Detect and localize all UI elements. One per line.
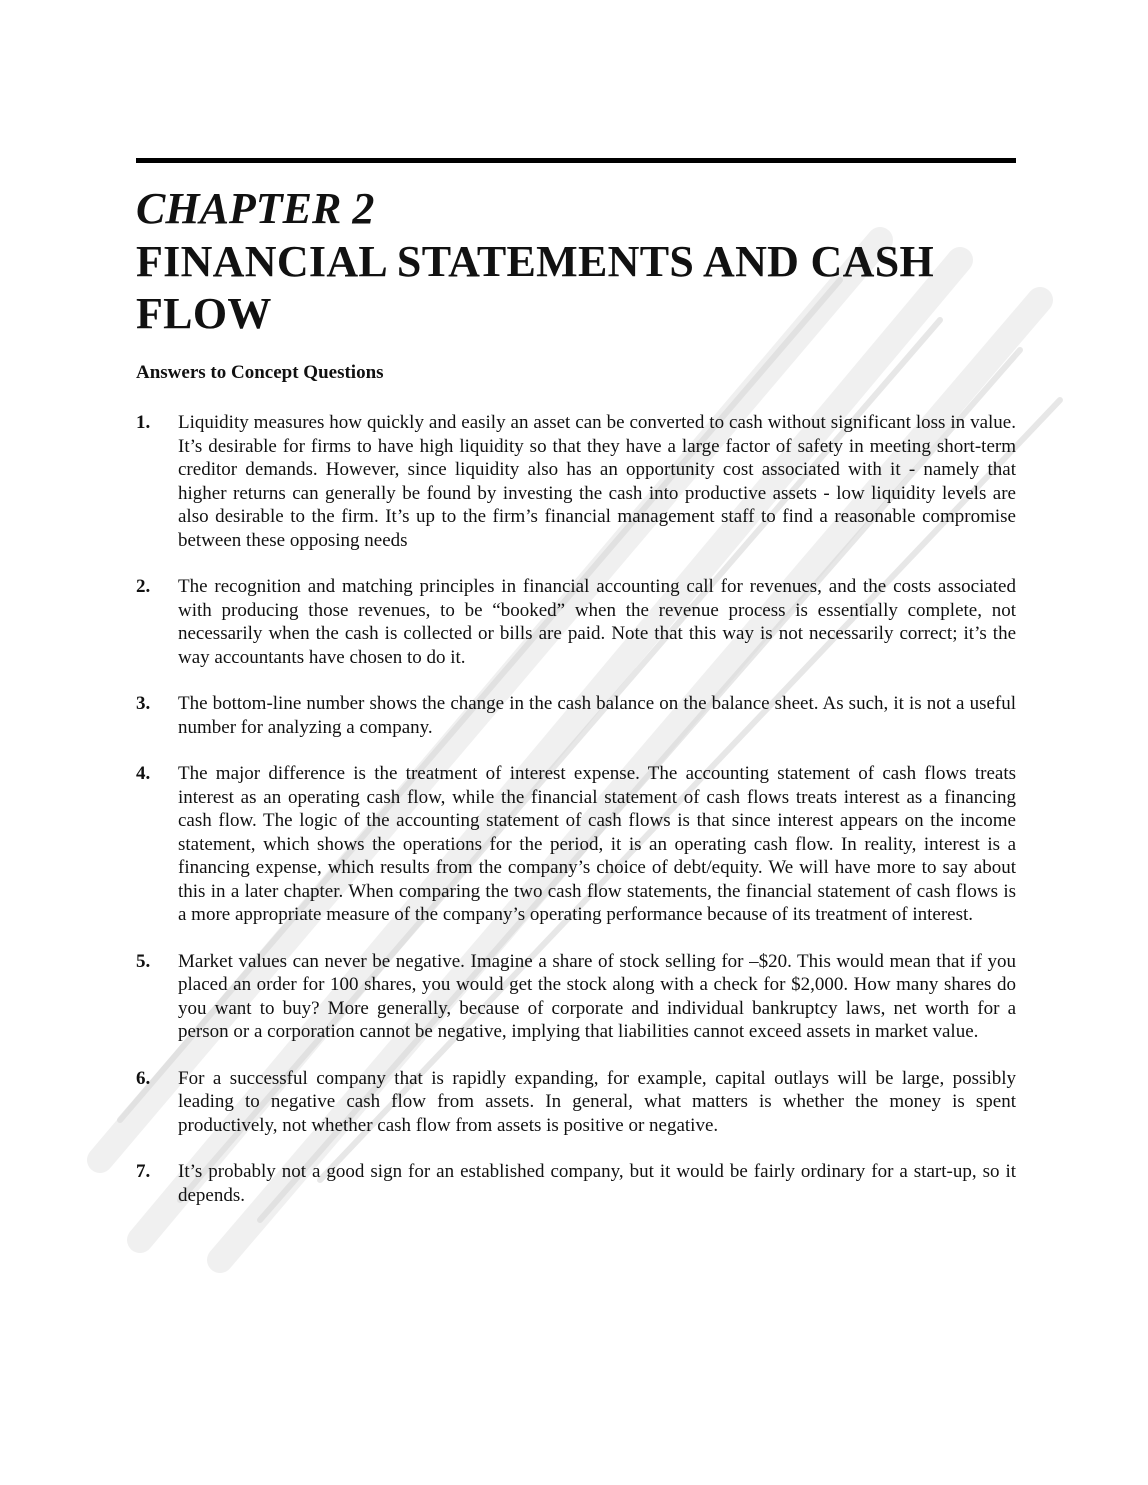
answer-item — [136, 762, 1016, 927]
answers-list — [136, 411, 1016, 1230]
chapter-rule — [136, 158, 1016, 163]
answer-number: 6. — [136, 1067, 151, 1089]
answer-text: Liquidity measures how quickly and easily an asset can be converted to cash without significant loss in value. It’s desirable for firms to have high liquidity so that they have a large factor of safety in meeting short-term creditor demands. However, since liquidity also has an opportunity cost associated with it - namely that higher returns can generally be found by investing the cash into productive assets - low liquidity levels are also desirable to the firm. It’s up to the firm’s financial management staff to find a reasonable compromise between these opposing needs — [178, 412, 1016, 551]
section-heading: Answers to Concept Questions — [136, 362, 384, 383]
answer-item — [136, 1067, 1016, 1138]
answer-item — [136, 950, 1016, 1044]
answer-number: 2. — [136, 576, 151, 597]
answer-number: 4. — [136, 763, 151, 784]
answer-item — [136, 692, 1016, 739]
chapter-number: CHAPTER 2 — [136, 184, 375, 233]
answer-number: 1. — [136, 412, 151, 433]
answer-text: For a successful company that is rapidly expanding, for example, capital outlays will be large, possibly leading to negative cash flow from assets. In general, what matters is whether the money is spent productively, not whether cash flow from assets is positive or negative. — [178, 1067, 1016, 1136]
answer-text: The major difference is the treatment of interest expense. The accounting statement of cash flows treats interest as an operating cash flow, while the financial statement of cash flows treats interest as a financing cash flow. The logic of the accounting statement of cash flows is that since interest appears on the income statement, which shows the operations for the period, it is an operating cash flow. In reality, interest is a financing expense, which results from the company’s choice of debt/equity. We will have more to say about this in a later chapter. When comparing the two cash flow statements, the financial statement of cash flows is a more appropriate measure of the company’s operating performance because of its treatment of interest. — [178, 763, 1016, 925]
answer-number: 3. — [136, 693, 151, 714]
answer-item — [136, 411, 1016, 552]
answer-text: It’s probably not a good sign for an established company, but it would be fairly ordinary for a start-up, so it depends. — [178, 1161, 1016, 1206]
answer-number: 7. — [136, 1161, 151, 1182]
chapter-title: FINANCIAL STATEMENTS AND CASH FLOW — [136, 237, 934, 338]
answer-text: The bottom-line number shows the change in the cash balance on the balance sheet. As such, it is not a useful number for analyzing a company. — [178, 693, 1016, 738]
answer-item — [136, 575, 1016, 669]
answer-text: The recognition and matching principles in financial accounting call for revenues, and the costs associated with producing those revenues, to be “booked” when the revenue process is essentially complete, not necessarily when the cash is collected or bills are paid. Note that this way is not necessarily correct; it’s the way accountants have chosen to do it. — [178, 576, 1016, 668]
answer-number: 5. — [136, 950, 151, 972]
answer-text: Market values can never be negative. Imagine a share of stock selling for –$20. This would mean that if you placed an order for 100 shares, you would get the stock along with a check for $2,000. How many shares do you want to buy? More generally, because of corporate and individual bankruptcy laws, net worth for a person or a corporation cannot be negative, implying that liabilities cannot exceed assets in market value. — [178, 950, 1016, 1042]
answer-item — [136, 1160, 1016, 1207]
